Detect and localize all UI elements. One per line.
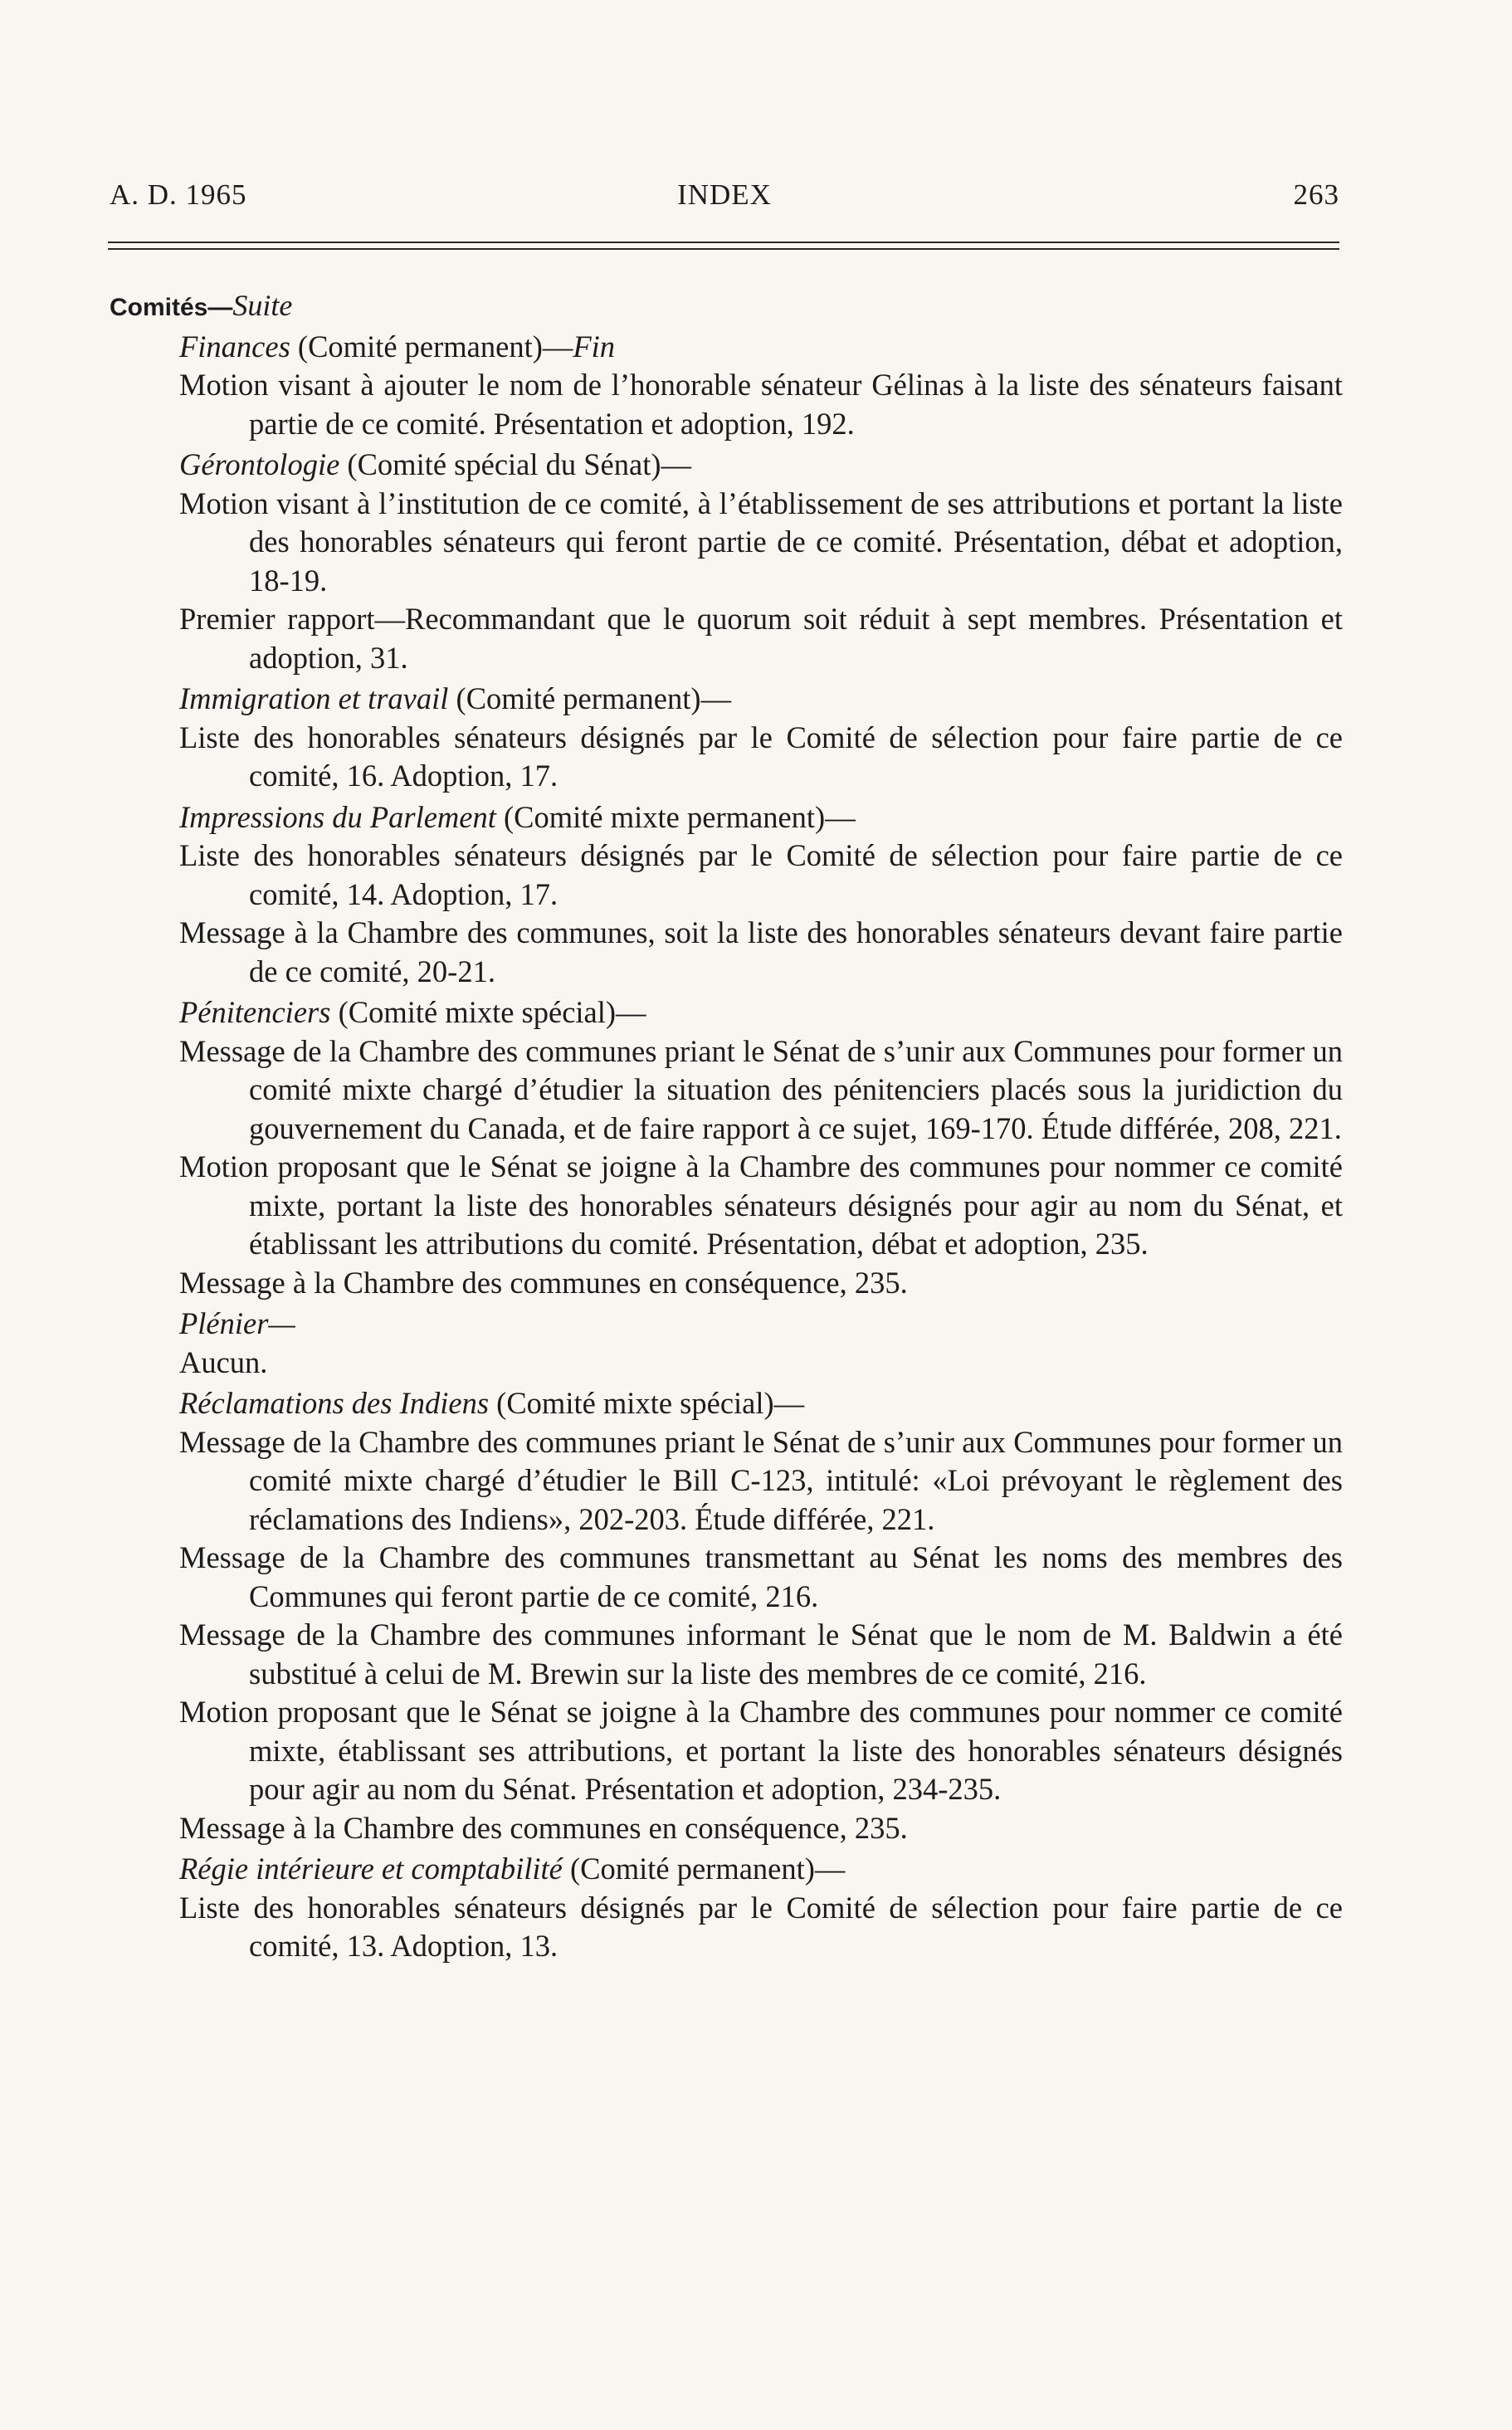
page-number: 263 — [1293, 178, 1339, 211]
index-entry: Liste des honorables sénateurs désignés par le Comité de sélection pour faire partie de ce comité, 14. Adoption, 17. — [179, 838, 1343, 911]
subheading-title: Finances — [179, 329, 290, 364]
subheading-suffix-italic: Fin — [573, 329, 616, 364]
index-entry: Message de la Chambre des communes transmettant au Sénat les noms des membres des Communes qui feront partie de ce comité, 216. — [179, 1540, 1343, 1613]
header-rule-bottom — [108, 248, 1339, 250]
subheading-suffix: (Comité mixte spécial)— — [489, 1386, 805, 1420]
index-subheading — [110, 1305, 1343, 1344]
index-entry: Premier rapport—Recommandant que le quorum soit réduit à sept membres. Présentation et adoption, 31. — [179, 602, 1343, 675]
index-heading: Comités—Suite — [110, 289, 293, 322]
index-subheading — [110, 1384, 1343, 1423]
header-rule-top — [108, 242, 1339, 243]
subheading-title: Impressions du Parlement — [179, 799, 496, 834]
index-entry: Motion proposant que le Sénat se joigne à la Chambre des communes pour nommer ce comité mixte, établissant ses attributions, et portant la liste des honorables sénateurs désignés pour agir au nom du Sénat. Présentation et adoption, 234-235. — [179, 1695, 1343, 1806]
index-entry: Aucun. — [179, 1344, 268, 1379]
index-sections — [110, 328, 1343, 1966]
index-entry: Message de la Chambre des communes informant le Sénat que le nom de M. Baldwin a été substitué à celui de M. Brewin sur la liste des membres de ce comité, 216. — [179, 1618, 1343, 1691]
subheading-title: Gérontologie — [179, 447, 340, 481]
subheading-title: Plénier— — [179, 1306, 295, 1340]
heading-continued: Suite — [232, 289, 293, 322]
subheading-suffix: (Comité mixte spécial)— — [330, 995, 646, 1029]
index-subheading — [110, 798, 1343, 837]
index-entry: Liste des honorables sénateurs désignés par le Comité de sélection pour faire partie de ce comité, 16. Adoption, 17. — [179, 720, 1343, 793]
subheading-suffix: (Comité permanent)— — [290, 329, 573, 364]
subheading-title: Régie intérieure et comptabilité — [179, 1852, 563, 1886]
index-entry: Message de la Chambre des communes priant le Sénat de s’unir aux Communes pour former un comité mixte chargé d’étudier le Bill C-123, intitulé: «Loi prévoyant le règlement des réclamations des Indiens», 202-203. Étude différée, 221. — [179, 1424, 1343, 1536]
subheading-title: Pénitenciers — [179, 995, 331, 1029]
subheading-suffix: (Comité permanent)— — [448, 681, 731, 715]
index-subheading — [110, 1850, 1343, 1889]
index-content — [110, 286, 1343, 1966]
index-entry: Message de la Chambre des communes priant le Sénat de s’unir aux Communes pour former un comité mixte chargé d’étudier la situation des pénitenciers placés sous la juridiction du gouvernement du Canada, et de faire rapport à ce sujet, 169-170. Étude différée, 208, 221. — [179, 1033, 1343, 1145]
index-entry: Message à la Chambre des communes en conséquence, 235. — [179, 1265, 908, 1300]
index-entry: Message à la Chambre des communes, soit la liste des honorables sénateurs devant faire partie de ce comité, 20-21. — [179, 915, 1343, 988]
subheading-title: Immigration et travail — [179, 681, 449, 715]
index-entry: Motion proposant que le Sénat se joigne à la Chambre des communes pour nommer ce comité mixte, portant la liste des honorables sénateurs désignés pour agir au nom du Sénat, et établissant les attributions du comité. Présentation, débat et adoption, 235. — [179, 1149, 1343, 1261]
index-entry: Motion visant à ajouter le nom de l’honorable sénateur Gélinas à la liste des sénateurs faisant partie de ce comité. Présentation et adoption, 192. — [179, 368, 1343, 441]
subheading-suffix: (Comité mixte permanent)— — [495, 799, 856, 834]
header-title: INDEX — [677, 178, 772, 211]
subheading-title: Réclamations des Indiens — [179, 1386, 490, 1420]
index-subheading — [110, 993, 1343, 1032]
index-entry: Motion visant à l’institution de ce comité, à l’établissement de ses attributions et portant la liste des honorables sénateurs qui feront partie de ce comité. Présentation, débat et adoption, 18-19. — [179, 486, 1343, 598]
subheading-suffix: (Comité spécial du Sénat)— — [339, 447, 692, 481]
index-subheading — [110, 446, 1343, 485]
index-entry: Liste des honorables sénateurs désignés par le Comité de sélection pour faire partie de ce comité, 13. Adoption, 13. — [179, 1890, 1343, 1963]
heading-title: Comités — [110, 294, 208, 321]
index-subheading — [110, 328, 1343, 367]
index-entry: Message à la Chambre des communes en conséquence, 235. — [179, 1810, 908, 1845]
subheading-suffix: (Comité permanent)— — [562, 1852, 846, 1886]
header-year: A. D. 1965 — [110, 178, 247, 211]
index-subheading — [110, 680, 1343, 719]
